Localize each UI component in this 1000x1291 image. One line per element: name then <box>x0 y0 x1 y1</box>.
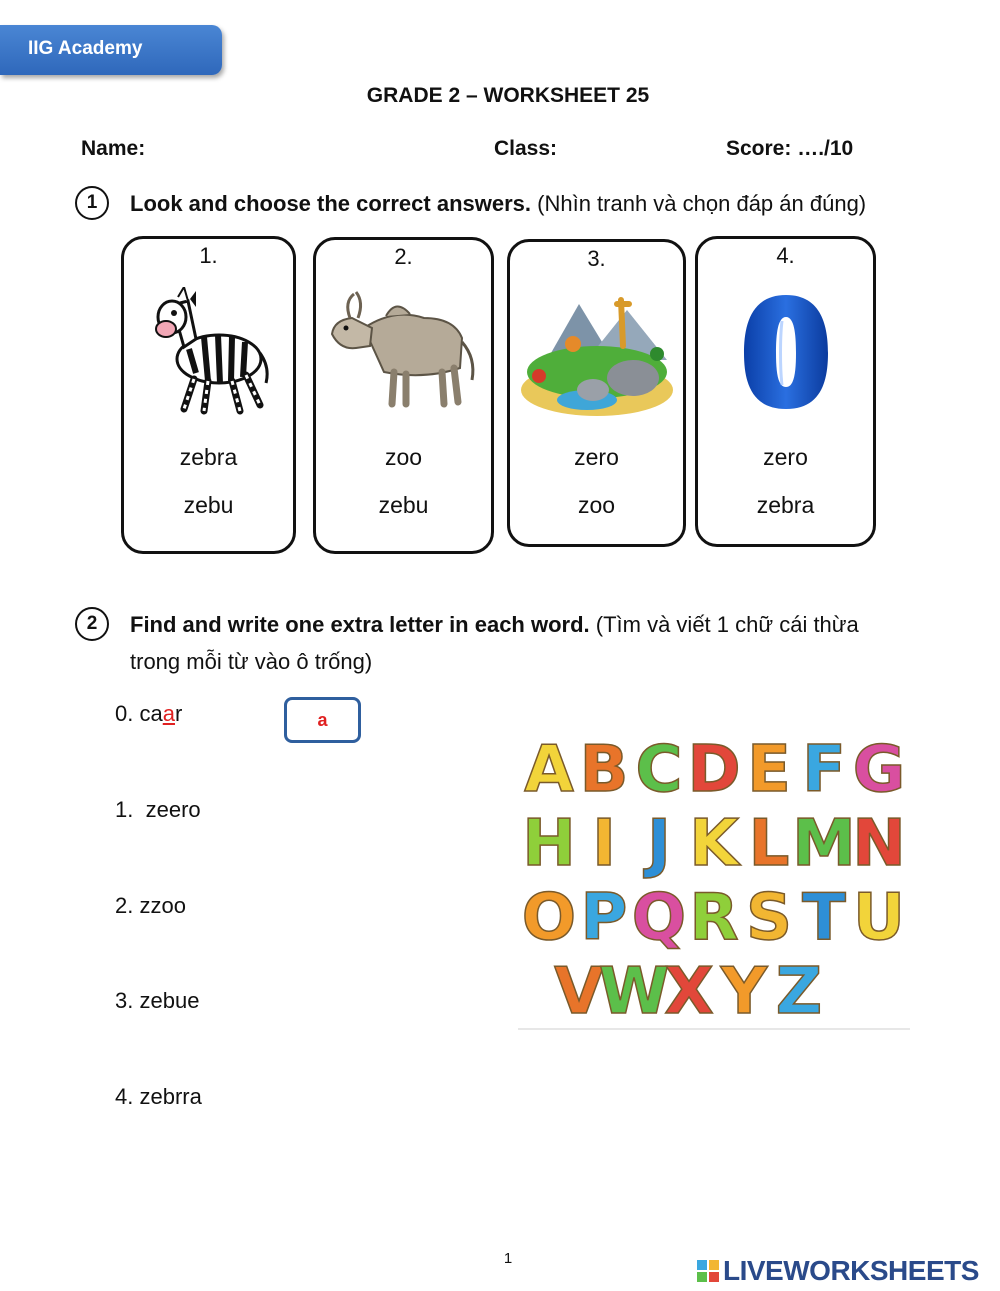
card-number: 1. <box>199 243 218 268</box>
alphabet-letter-l: L <box>748 807 790 881</box>
card-number: 4. <box>776 243 795 268</box>
alphabet-letter-d: D <box>687 733 741 807</box>
picture-card-1 <box>121 236 296 554</box>
alphabet-letter-u: U <box>853 881 905 955</box>
card-option-2[interactable]: zebra <box>756 492 815 518</box>
liveworksheets-logo <box>697 1255 979 1287</box>
card-option-1[interactable]: zebra <box>179 444 238 470</box>
alphabet-letter-e: E <box>747 733 791 807</box>
card-number: 2. <box>394 244 413 269</box>
word-item-number: 2. <box>115 893 134 918</box>
word-item-number: 3. <box>115 988 134 1013</box>
example-word-end: r <box>174 701 183 726</box>
alphabet-letter-n: N <box>852 807 906 881</box>
example-word-start: ca <box>139 701 163 726</box>
alphabet-letter-o: O <box>521 881 577 955</box>
academy-tag: IIG Academy <box>0 25 222 75</box>
alphabet-letters <box>518 733 910 1031</box>
question-1-number: 1 <box>75 186 109 220</box>
card-option-1[interactable]: zero <box>763 444 808 470</box>
word-item-number: 4. <box>115 1084 134 1109</box>
alphabet-letter-v: V <box>554 955 604 1029</box>
alphabet-letter-s: S <box>745 881 793 955</box>
alphabet-picture <box>518 733 910 1036</box>
alphabet-letter-k: K <box>689 807 739 881</box>
alphabet-letter-c: C <box>635 733 683 807</box>
card-option-1[interactable]: zoo <box>384 444 423 470</box>
logo-blocks-icon <box>697 1260 719 1282</box>
alphabet-letter-y: Y <box>720 955 768 1029</box>
alphabet-letter-t: T <box>802 881 846 955</box>
logo-text: LIVEWORKSHEETS <box>723 1255 979 1286</box>
alphabet-letter-a: A <box>524 733 574 807</box>
alphabet-letter-j: J <box>647 807 671 881</box>
card-option-2[interactable]: zoo <box>577 492 616 518</box>
alphabet-letter-g: G <box>852 733 906 807</box>
question-2-instruction <box>130 606 930 680</box>
alphabet-letter-i: I <box>592 807 616 881</box>
word-item-4 <box>115 1084 202 1110</box>
zebra-picture <box>144 287 274 417</box>
card-option-2[interactable]: zebu <box>183 492 234 518</box>
example-extra-letter: a <box>162 701 175 726</box>
word-item-3 <box>115 988 199 1014</box>
name-label: Name: <box>81 137 146 160</box>
zoo-picture <box>517 290 677 420</box>
alphabet-letter-z: Z <box>775 955 823 1029</box>
alphabet-letter-h: H <box>522 807 576 881</box>
question-1-instruction-bold: Look and choose the correct answers. <box>130 191 532 216</box>
alphabet-letter-r: R <box>689 881 739 955</box>
alphabet-letter-b: B <box>579 733 629 807</box>
word-item-number: 1. <box>115 797 134 822</box>
picture-card-4 <box>695 236 876 547</box>
alphabet-letter-w: W <box>598 955 670 1029</box>
word-item-2 <box>115 893 186 919</box>
zero-picture <box>736 287 836 417</box>
alphabet-letter-f: F <box>802 733 846 807</box>
word-item-word: zzoo <box>139 893 186 918</box>
question-1-instruction-note: (Nhìn tranh và chọn đáp án đúng) <box>531 191 867 216</box>
picture-card-3 <box>507 239 686 547</box>
score-label: Score: …./10 <box>726 137 854 160</box>
question-2-number: 2 <box>75 607 109 641</box>
example-number: 0. <box>115 701 134 726</box>
card-number: 3. <box>587 246 606 271</box>
page-number: 1 <box>503 1250 513 1267</box>
example-item <box>115 701 182 727</box>
class-label: Class: <box>494 137 558 160</box>
question-2-instruction-note: (Tìm và viết 1 chữ cái thừa <box>589 612 859 637</box>
alphabet-letter-x: X <box>664 955 714 1029</box>
word-item-word: zebue <box>139 988 200 1013</box>
alphabet-letter-m: M <box>792 807 856 881</box>
question-1-instruction <box>130 185 866 222</box>
question-2-instruction-bold: Find and write one extra letter in each word. <box>130 612 590 637</box>
alphabet-letter-p: P <box>580 881 628 955</box>
word-item-word: zebrra <box>139 1084 202 1109</box>
card-option-2[interactable]: zebu <box>378 492 429 518</box>
alphabet-letter-q: Q <box>631 881 687 955</box>
worksheet-title: GRADE 2 – WORKSHEET 25 <box>366 84 650 107</box>
card-option-1[interactable]: zero <box>574 444 619 470</box>
picture-card-2 <box>313 237 494 554</box>
zebu-picture <box>324 288 484 408</box>
example-answer-box: a <box>284 697 361 743</box>
question-2-instruction-note-line2: trong mỗi từ vào ô trống) <box>130 649 373 674</box>
word-item-1 <box>115 797 201 823</box>
word-item-word: zeero <box>145 797 201 822</box>
